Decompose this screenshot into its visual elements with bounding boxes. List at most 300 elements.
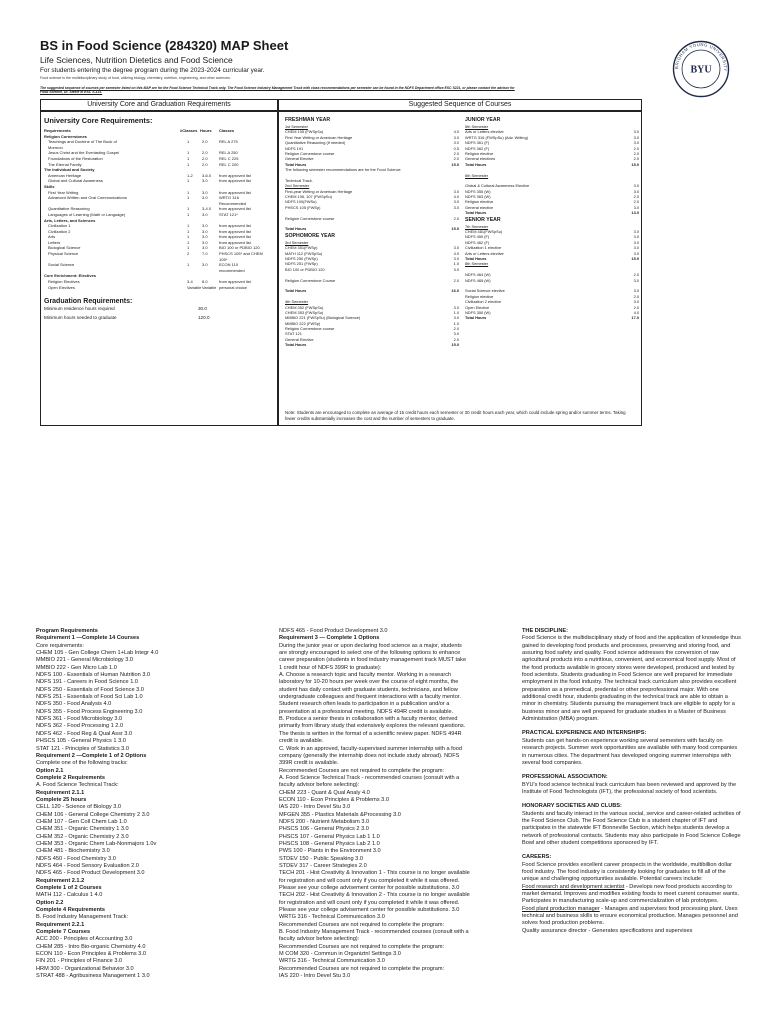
seal-ring-text: BRIGHAM YOUNG UNIVERSITY bbox=[673, 41, 729, 72]
graduation-title: Graduation Requirements: bbox=[44, 298, 133, 306]
sequence-column-1 bbox=[285, 116, 461, 348]
program-line: career preparation (students in food industry management track MUST take bbox=[279, 657, 467, 664]
program-line: B. Produce a senior thesis in collaboration with a faculty mentor, derived bbox=[279, 716, 458, 723]
program-line: Complete 7 Courses bbox=[36, 929, 91, 936]
core-row-label: Physical Science bbox=[48, 251, 79, 257]
core-row-hours: Variable bbox=[202, 284, 217, 290]
sequence-course: NDFS 250 (FWSp) bbox=[285, 255, 318, 261]
core-row-hours: 2.0 bbox=[202, 150, 208, 156]
program-line: C. Work in an approved, faculty-supervised summer internship with a food bbox=[279, 745, 463, 752]
core-rows bbox=[44, 134, 276, 291]
core-row-count: 1 bbox=[187, 223, 190, 229]
graduation-row bbox=[44, 314, 276, 322]
program-line: for registration and will count only if you completed it while it was offered. bbox=[279, 899, 460, 906]
sequence-course: Religion Cornerstone Course bbox=[285, 277, 336, 283]
core-row-classes: from approved list bbox=[219, 172, 251, 178]
program-line: Complete 25 hours bbox=[36, 796, 87, 803]
col-header-hours: Hours bbox=[200, 128, 212, 133]
program-line: MMBIO 222 - Gen Micro Lab 1.0 bbox=[36, 664, 117, 671]
sequence-course: 7th Semester bbox=[465, 223, 489, 229]
core-row-label: Arts bbox=[48, 234, 56, 240]
core-row-count: 1 bbox=[187, 234, 190, 240]
course-sequence-panel bbox=[278, 111, 642, 426]
career-title: Food plant production manager bbox=[522, 905, 600, 912]
core-row-hours: 3.0 bbox=[202, 223, 208, 229]
sequence-hours: 3.0 bbox=[453, 315, 459, 321]
sequence-course: CHEM 353 (FWSpSu) bbox=[285, 309, 324, 315]
core-row-hours: 3.0 bbox=[202, 228, 208, 234]
program-line: NDFS 464 - Food Sensory Evaluation 2.0 bbox=[36, 863, 139, 869]
core-row-label: Mormon bbox=[48, 144, 63, 150]
program-line: 399R credit is available. bbox=[279, 760, 339, 767]
core-row-label: Languages of Learning (Math or Language) bbox=[48, 211, 126, 217]
core-row-count: 1 bbox=[187, 228, 190, 234]
core-row-count: 1 bbox=[187, 211, 190, 217]
program-line: NDFS 191 - Careers in Food Science 1.0 bbox=[36, 679, 138, 686]
sequence-hours: 3.0 bbox=[633, 188, 639, 194]
program-line: Complete 1 of 2 Courses bbox=[36, 885, 102, 892]
university-core-panel bbox=[40, 111, 278, 426]
sequence-hours: 3.0 bbox=[453, 188, 459, 194]
program-line: Complete 4 Requirements bbox=[36, 907, 106, 914]
sequence-hours: 2.0 bbox=[453, 277, 459, 283]
program-line: NDFS 200 - Nutrient Metabolism 3.0 bbox=[279, 818, 370, 825]
program-line: Recommended Courses are not required to complete the program: bbox=[279, 943, 445, 950]
sequence-hours: 2.0 bbox=[633, 145, 639, 151]
sequence-course: NDFS 100(FWSu) bbox=[285, 199, 317, 205]
sequence-course: Technical Track. bbox=[285, 177, 313, 183]
program-line: PWS 100 - Plants in the Environment 3.0 bbox=[279, 848, 381, 855]
program-line: A. Food Science Technical Track: bbox=[36, 782, 119, 789]
sequence-hours: 4.0 bbox=[453, 129, 459, 135]
info-text: Quality assurance director - Generates specifications and supervises bbox=[522, 927, 693, 934]
core-row-label: First Year Writing bbox=[48, 189, 79, 195]
sequence-course: Total Hours bbox=[285, 161, 307, 167]
sequence-hours: 2.0 bbox=[633, 293, 639, 299]
sequence-hours: 3.0 bbox=[633, 299, 639, 305]
program-line: laboratory for 10-20 hours per week over the course of eight months, the bbox=[279, 679, 459, 686]
sequence-course: 8th Semester bbox=[465, 261, 489, 267]
core-row-count: 1 bbox=[187, 245, 190, 251]
sequence-course: MATH 112 (FWSpSu) bbox=[285, 250, 323, 256]
core-row-count: 1 bbox=[187, 195, 190, 201]
track-notice-text: The suggested sequence of courses per semester listed on this MAP are for the Food Science Technical Track only. The Food Science Industry Management Track with class recommendations per semester can be found in the NDFS Department office ESC S221, or please contact the advisor for Food Science, Dr. Steele in ESC S-131. bbox=[40, 86, 515, 95]
graduation-row-label: Minimum residence hours required bbox=[44, 306, 115, 312]
sequence-hours: 3.0 bbox=[633, 183, 639, 189]
sequence-hours: 3.0 bbox=[453, 134, 459, 140]
sequence-hours: 3.0 bbox=[633, 234, 639, 240]
sequence-hours: 15.0 bbox=[451, 161, 459, 167]
info-paragraph bbox=[522, 854, 742, 861]
core-requirements-title: University Core Requirements: bbox=[44, 116, 153, 125]
sequence-hours: 2.0 bbox=[633, 304, 639, 310]
core-row-classes: WRTG 316 bbox=[219, 195, 239, 201]
sequence-hours: 1.0 bbox=[453, 309, 459, 315]
program-line: PHSCS 107 - General Physics Lab 1 1.0 bbox=[279, 833, 380, 840]
program-line: Recommended Courses are not required to complete the program: bbox=[279, 965, 445, 972]
program-line: During the junior year or upon declaring food science as a major, students bbox=[279, 642, 462, 649]
sequence-course: General electives bbox=[465, 156, 496, 162]
program-line: undergraduate colleagues and frequent interactions with a faculty mentor. bbox=[279, 694, 461, 701]
sequence-course: NDFS 251 (FWSp) bbox=[285, 261, 318, 267]
program-line: CHEM 481 - Biochemistry 3.0 bbox=[36, 848, 110, 855]
core-row-classes: 105* bbox=[219, 256, 228, 262]
sequence-note: Note: Students are encouraged to complete an average of 15 credit hours each semester or 30 credit hours each year, which could include spring and/or summer terms. Taking fewer credits substantially increases the cost and the number of semesters to graduate. bbox=[285, 410, 626, 421]
info-text: THE DISCIPLINE: bbox=[522, 628, 568, 634]
info-text: PRACTICAL EXPERIENCE AND INTERNSHIPS: bbox=[522, 730, 647, 737]
info-paragraph bbox=[522, 906, 742, 928]
core-row-classes: from approved list bbox=[219, 189, 251, 195]
sequence-hours: 2.0 bbox=[453, 336, 459, 342]
core-row-label: Open Electives bbox=[48, 284, 75, 290]
program-line: Recommended Courses are not required to complete the program: bbox=[279, 767, 445, 774]
core-row bbox=[44, 285, 276, 291]
core-row-classes: BIO 100 or PDBIO 120 bbox=[219, 245, 260, 251]
sequence-hours: 3.0 bbox=[633, 277, 639, 283]
program-line: WRTG 316 - Technical Communication 3.0 bbox=[279, 958, 385, 965]
core-row-label: Religion Electives bbox=[48, 279, 80, 285]
graduation-row-value: 120.0 bbox=[198, 314, 210, 320]
sequence-course: Total Hours bbox=[465, 161, 487, 167]
sequence-hours: 1.0 bbox=[453, 261, 459, 267]
core-row-label: Letters bbox=[48, 239, 61, 245]
info-paragraph bbox=[522, 803, 742, 810]
core-requirements-list bbox=[44, 116, 276, 322]
sequence-course: Open Elective bbox=[465, 304, 490, 310]
sequence-row bbox=[285, 342, 461, 347]
core-row-count: 1 bbox=[187, 239, 190, 245]
sequence-hours: 3.0 bbox=[633, 140, 639, 146]
sequence-course: Total Hours bbox=[465, 315, 487, 321]
info-text: Students and faculty interact in the various social, service and career-related activities of the Food Science Club. The Food Science Club is a student chapter of IFT and participates in the statewide IFT Bonneville Section, which helps students develop a network of professional contacts. Students may also participate in Food Science College Bowl and other student competitions sponsored by IFT. bbox=[522, 810, 741, 846]
program-line: student has daily contact with graduate students, technicians, and fellow bbox=[279, 686, 458, 693]
sequence-course: The following semester recommendations are for the Food Science bbox=[285, 167, 401, 173]
info-text: Students can get hands-on experience working several semesters with faculty on research projects. Summer work opportunities are available with many food companies in numerous cities. The department has developed ongoing summer internships with several food companies. bbox=[522, 737, 738, 766]
program-line: Program Requirements bbox=[36, 628, 98, 634]
core-row-classes: ECON 110 bbox=[219, 262, 239, 268]
sequence-course: 1st Semester bbox=[285, 124, 308, 129]
program-line: credit is available. bbox=[279, 738, 324, 745]
core-row-hours: 3-6.0 bbox=[202, 172, 212, 178]
program-line: faculty advisor before selecting): bbox=[279, 782, 360, 789]
sequence-course: First Year Writing or American Heritage bbox=[285, 134, 353, 140]
info-text: Food Science provides excellent career prospects in the worldwide, multibillion dollar food industry. The food industry is consistently looking for graduates to fill all of the unique and challenging opportunities available. Potential careers include: bbox=[522, 861, 732, 883]
sequence-course: MMBIO 222 (FWSp) bbox=[285, 320, 321, 326]
program-line: NDFS 350 - Food Analysis 4.0 bbox=[36, 701, 112, 708]
core-row-label: Global and Cultural Awareness bbox=[48, 178, 103, 184]
info-text: HONORARY SOCIETIES AND CLUBS: bbox=[522, 803, 622, 810]
sequence-course: Total Hours bbox=[285, 342, 307, 348]
core-row-label: The Eternal Family bbox=[48, 161, 82, 167]
page-title: BS in Food Science (284320) MAP Sheet bbox=[40, 38, 289, 53]
program-line: TECH 202 - Hist Creativity & Innovation 2 - This course is no longer available bbox=[279, 892, 470, 899]
col-header-requirements: Requirements bbox=[44, 128, 71, 133]
program-line: NDFS 462 - Food Reg & Qual Assr 3.0 bbox=[36, 730, 133, 737]
program-line: WRTG 316 - Technical Communication 3.0 bbox=[279, 914, 385, 921]
program-line: IAS 220 - Intro Devel Stu 3.0 bbox=[279, 973, 351, 980]
sequence-hours: 0.5 bbox=[453, 145, 459, 151]
program-line: CELL 120 - Science of Biology 3.0 bbox=[36, 804, 121, 811]
sequence-course: General elective bbox=[465, 204, 494, 210]
core-row-hours: 3.0 bbox=[202, 239, 208, 245]
sequence-hours: 2.0 bbox=[633, 272, 639, 278]
year-heading: JUNIOR YEAR bbox=[465, 117, 501, 123]
sequence-hours: 3.0 bbox=[633, 229, 639, 235]
program-line: Option 2.1 bbox=[36, 767, 64, 774]
sequence-course: 5th Semester bbox=[465, 124, 489, 129]
sequence-hours: 4.0 bbox=[453, 250, 459, 256]
sequence-course: 6th Semester bbox=[465, 172, 489, 178]
program-line: CHEM 351 - Organic Chemistry 1 3.0 bbox=[36, 826, 129, 833]
program-line: NDFS 361 - Food Microbiology 3.0 bbox=[36, 716, 123, 723]
program-line: STDEV 317 - Career Strategies 2.0 bbox=[279, 863, 367, 869]
sequence-course: NDFS 350 (W) bbox=[465, 309, 491, 315]
program-line: TECH 201 - Hist Creativity & Innovation 1 - This course is no longer available bbox=[279, 870, 470, 877]
paragraph-gap bbox=[522, 796, 742, 803]
sequence-course: NDFS 363 (W) bbox=[465, 194, 491, 200]
info-paragraph bbox=[522, 774, 742, 781]
core-row-label: American Heritage bbox=[48, 172, 82, 178]
sequence-course: MMBIO 221 (FWSpSu) (Biological Science) bbox=[285, 315, 361, 321]
sequence-row bbox=[285, 226, 461, 231]
sequence-course: NDFS 450 (F) bbox=[465, 234, 490, 240]
sequence-course: CHEM 106, 107 (FWSpSu) bbox=[285, 194, 332, 200]
program-line: CHEM 105 - Gen College Chem 1+Lab Integr 4.0 bbox=[36, 650, 159, 657]
sequence-hours: 3.0 bbox=[453, 245, 459, 251]
program-line: B. Food Industry Management Track: bbox=[36, 914, 129, 921]
core-row-classes: from approved list bbox=[219, 206, 251, 212]
col-header-classes: Classes bbox=[219, 128, 235, 133]
program-line: STAT 121 - Principles of Statistics 3.0 bbox=[36, 745, 129, 752]
program-line: Student research often leads to participation in a publication and/or a bbox=[279, 701, 450, 708]
sequence-hours: 3.0 bbox=[453, 140, 459, 146]
info-text: BYU's food science technical track curriculum has been reviewed and approved by the Institute of Food Technologists (IFT), the professional society of food scientists. bbox=[522, 781, 737, 795]
core-row-count: 1 bbox=[187, 189, 190, 195]
program-line: Requirement 2.2.1 bbox=[36, 921, 85, 928]
sequence-course: PHSCS 105 (FWSp) bbox=[285, 204, 321, 210]
program-line: for registration and will count only if you completed it while it was offered. bbox=[279, 877, 460, 884]
sequence-hours: 3.0 bbox=[453, 331, 459, 337]
program-line: FIN 201 - Principles of Finance 3.0 bbox=[36, 958, 123, 965]
sequence-hours: 1.0 bbox=[453, 320, 459, 326]
info-text: - Manages and supervises food processing plant. Uses technical and business skills to ensure economical production. Manages personnel and solves food production problems. bbox=[522, 905, 738, 927]
core-row-classes: from approved list bbox=[219, 279, 251, 285]
sequence-course: First-year Writing or American Heritage bbox=[285, 188, 353, 194]
program-line: are strongly encouraged to select one of the following options to enhance bbox=[279, 650, 461, 657]
core-row-hours: 3.0 bbox=[202, 211, 208, 217]
program-line: M COM 320 - Commun in Organiztnl Settings 3.0 bbox=[279, 951, 401, 958]
col-header-classes-count: #Classes bbox=[180, 128, 198, 133]
sequence-course: Religion Cornerstone course bbox=[285, 215, 335, 221]
program-line: Core requirements: bbox=[36, 642, 84, 649]
sequence-hours: 3.0 bbox=[633, 204, 639, 210]
track-notice bbox=[40, 86, 520, 95]
core-row-classes: from approved list bbox=[219, 228, 251, 234]
program-line: CHEM 353 - Organic Chem Lab-Nonmajors 1.0v bbox=[36, 840, 157, 847]
sequence-course: Religion elective bbox=[465, 293, 494, 299]
core-row-label: Civilization 2 bbox=[48, 228, 71, 234]
sequence-course: CHEM 105 (FWSpSu) bbox=[285, 129, 324, 135]
sequence-hours: 15.0 bbox=[451, 342, 459, 348]
program-line: STDEV 150 - Public Speaking 3.0 bbox=[279, 855, 363, 862]
sequence-course: 4th Semester bbox=[285, 299, 309, 305]
sequence-course: Social Science elective bbox=[465, 288, 505, 294]
sequence-course: Religion Cornerstone course bbox=[285, 150, 335, 156]
program-line: HRM 300 - Organizational Behavior 3.0 bbox=[36, 965, 134, 972]
core-row-hours: 3-4.0 bbox=[202, 206, 212, 212]
program-line: 1 credit hour of NDFS 399R to graduate): bbox=[279, 664, 382, 671]
sequence-hours: 2.0 bbox=[633, 150, 639, 156]
program-line: ECON 110 - Econ Principles & Problems 3.0 bbox=[279, 796, 389, 803]
program-line: Please see your college advisement center for possible substitutions. 3.0 bbox=[279, 885, 460, 892]
info-text: PROFESSIONAL ASSOCIATION: bbox=[522, 774, 608, 781]
program-line: NDFS 465 - Food Product Development 3.0 bbox=[279, 628, 388, 634]
program-line: PHSCS 105 - General Physics 1 3.0 bbox=[36, 738, 126, 745]
sequence-course: NDFS 465 (W) bbox=[465, 277, 491, 283]
program-line: MATH 112 - Calculus 1 4.0 bbox=[36, 892, 103, 899]
sequence-hours: 3.0 bbox=[453, 304, 459, 310]
sequence-hours: 3.0 bbox=[633, 245, 639, 251]
sequence-course: Global & Cultural Awareness Elective bbox=[465, 183, 530, 189]
core-row-count: 2 bbox=[187, 251, 190, 257]
core-row-hours: 3.0 bbox=[202, 195, 208, 201]
program-line: NDFS 465 - Food Product Development 3.0 bbox=[36, 870, 145, 877]
info-paragraph bbox=[522, 730, 742, 737]
program-line: ECON 110 - Econ Principles & Problems 3.0 bbox=[36, 951, 146, 958]
sequence-course: Arts or Letters elective bbox=[465, 129, 504, 135]
info-text: Food Science is the multidisciplinary study of food and the application of knowledge thus gained to developing food products and processes, preserving and storing food, and assuring food safety and quality. Food science addresses the conversion of raw agricultural products into a nutritious, convenient, and economical food supply. Most of the food products available in grocery stores were developed, produced and tested by food scientists. Students graduating in Food Science are well prepared for immediate employment in the food industry. The technical track curriculum also provides excellent preparation as a premedical, predental or other preprofessional major. With one additional credit hour, students graduating in the technical track are able to obtain a minor in chemistry. Students pursuing the management track are eligible to apply for a business minor and are well prepared for graduate studies in a Master of Business Administration (MBA) program. bbox=[522, 635, 741, 723]
core-row-classes: REL A 275 bbox=[219, 139, 238, 145]
sequence-hours: 15.0 bbox=[451, 226, 459, 232]
career-title: Food research and development scientist bbox=[522, 883, 625, 890]
core-section-label: Core Enrichment: Electives bbox=[44, 273, 97, 279]
sequence-hours: 16.0 bbox=[451, 288, 459, 294]
graduation-row bbox=[44, 305, 276, 313]
sequence-hours: 15.0 bbox=[631, 255, 639, 261]
sequence-course: NDFS 462 (F) bbox=[465, 239, 490, 245]
program-line: CHEM 223 - Quant & Qual Analy 4.0 bbox=[279, 789, 370, 796]
sequence-course: NDFS 361 (F) bbox=[465, 140, 490, 146]
graduation-row-label: Minimum hours needed to graduate bbox=[44, 314, 117, 320]
info-paragraph bbox=[522, 782, 742, 797]
paragraph-gap bbox=[522, 767, 742, 774]
core-row-count: 1 bbox=[187, 161, 190, 167]
sequence-course: 3rd Semester bbox=[285, 239, 309, 245]
sequence-row bbox=[465, 315, 641, 320]
sequence-course: BIO 100 or PDBIO 120 bbox=[285, 266, 325, 272]
sequence-hours: 2.0 bbox=[633, 194, 639, 200]
program-line: CHEM 352 - Organic Chemistry 2 3.0 bbox=[36, 833, 129, 840]
info-paragraph bbox=[522, 928, 742, 935]
core-row-classes: recommended bbox=[219, 267, 245, 273]
program-line: CHEM 106 - General College Chemistry 2 3.0 bbox=[36, 811, 150, 818]
core-row-hours: 3.0 bbox=[202, 262, 208, 268]
core-row-classes: STAT 121* bbox=[219, 211, 238, 217]
sequence-course: CHEM 481(FWSpSu) bbox=[465, 229, 503, 235]
sequence-hours: 2.0 bbox=[633, 156, 639, 162]
core-row-classes: from approved list bbox=[219, 178, 251, 184]
core-row-classes: PHSCS 105* and CHEM bbox=[219, 251, 263, 257]
core-row-count: 1 bbox=[187, 178, 190, 184]
sequence-course: STAT 121 bbox=[285, 331, 302, 337]
core-row-hours: 2.0 bbox=[202, 161, 208, 167]
graduation-row-value: 30.0 bbox=[198, 306, 207, 312]
core-row-count: 1-2 bbox=[187, 172, 193, 178]
core-row-count: 1 bbox=[187, 139, 190, 145]
sequence-course: Religion Cornerstone course bbox=[285, 326, 335, 332]
program-line: Please see your college advisement center for possible substitutions. 3.0 bbox=[279, 907, 460, 914]
sequence-hours: 2.0 bbox=[453, 156, 459, 162]
core-row-classes: REL A 250 bbox=[219, 150, 238, 156]
program-line: NDFS 251 - Essentials of Food Sci Lab 1.0 bbox=[36, 694, 143, 701]
program-line: NDFS 100 - Essentials of Human Nutrition 3.0 bbox=[36, 672, 151, 679]
core-row-hours: 6.0 bbox=[202, 279, 208, 285]
sequence-hours: 13.0 bbox=[631, 210, 639, 216]
program-line: NDFS 362 - Food Processing 1 2.0 bbox=[36, 723, 124, 730]
program-line: MFGEN 355 - Plastics Materials &Processing 3.0 bbox=[279, 811, 401, 818]
sequence-course: NDFS 464 (W) bbox=[465, 272, 491, 278]
page-subtitle: Life Sciences, Nutrition Dietetics and Food Science bbox=[40, 55, 233, 65]
core-row-label: Advanced Written and Oral Communications bbox=[48, 195, 127, 201]
program-line: Requirement 3 — Complete 1 Options bbox=[279, 635, 380, 642]
core-row-count: 1 bbox=[187, 155, 190, 161]
byu-seal-logo bbox=[672, 40, 730, 98]
program-line: CHEM 107 - Gen Coll Chem Lab 1.0 bbox=[36, 818, 127, 825]
core-row-label: Civilization 1 bbox=[48, 223, 71, 229]
core-row-label: Teachings and Doctrine of The Book of bbox=[48, 139, 117, 145]
program-line: B. Food Industry Management Track - recommended courses (consult with a bbox=[279, 929, 469, 936]
core-row-count: 1 bbox=[187, 206, 190, 212]
discipline-info-column bbox=[522, 628, 742, 935]
year-heading: SENIOR YEAR bbox=[465, 216, 501, 223]
core-section-label: The Individual and Society bbox=[44, 167, 95, 173]
sequence-hours: 3.0 bbox=[453, 204, 459, 210]
program-line: A. Food Science Technical Track - recommended courses (consult with a bbox=[279, 774, 460, 781]
core-section-label: Religion Cornerstones bbox=[44, 133, 87, 139]
core-row-label: Jesus Christ and the Everlasting Gospel bbox=[48, 150, 120, 156]
sequence-course: WRTG 316 (FWSpSu) (Adv. Writing) bbox=[465, 134, 528, 140]
program-line: presentation at a professional meeting. NDFS 494R credit is available. bbox=[279, 708, 454, 715]
program-line: NDFS 355 - Food Process Engineering 3.0 bbox=[36, 708, 143, 715]
audience-line: For students entering the degree program during the 2023-2024 curricular year. bbox=[40, 67, 265, 74]
core-row-count: Variable bbox=[187, 284, 202, 290]
sequence-hours: 4.0 bbox=[633, 309, 639, 315]
sequence-course: Total Hours bbox=[465, 210, 487, 216]
program-line: NDFS 250 - Essentials of Food Science 3.0 bbox=[36, 686, 144, 693]
sequence-hours: 3.0 bbox=[633, 134, 639, 140]
core-row-hours: 2.0 bbox=[202, 155, 208, 161]
sequence-hours: 3.0 bbox=[453, 199, 459, 205]
sequence-hours: 3.0 bbox=[453, 255, 459, 261]
sequence-hours: 3.0 bbox=[453, 266, 459, 272]
graduation-rows bbox=[44, 305, 276, 322]
core-section-label: Arts, Letters, and Sciences bbox=[44, 217, 96, 223]
core-row-classes: REL C 225 bbox=[219, 155, 239, 161]
sequence-hours: 3.0 bbox=[633, 239, 639, 245]
program-line: Recommended Courses are not required to complete the program: bbox=[279, 921, 445, 928]
year-heading: FRESHMAN YEAR bbox=[285, 117, 331, 123]
requirement-options-column bbox=[279, 628, 515, 981]
sequence-course: Total Hours bbox=[285, 226, 307, 232]
sequence-course: 2nd Semester bbox=[285, 183, 310, 189]
core-row-hours: 3.0 bbox=[202, 189, 208, 195]
program-line: ACC 200 - Principles of Accounting 3.0 bbox=[36, 936, 133, 943]
core-row-hours: 3.0 bbox=[202, 245, 208, 251]
program-line: PHSCS 106 - General Physics 2 3.0 bbox=[279, 826, 369, 833]
sequence-hours: 3.0 bbox=[633, 250, 639, 256]
program-line: CHEM 285 - Intro Bio-organic Chemistry 4.0 bbox=[36, 943, 146, 950]
core-row-label: Biological Science bbox=[48, 245, 81, 251]
